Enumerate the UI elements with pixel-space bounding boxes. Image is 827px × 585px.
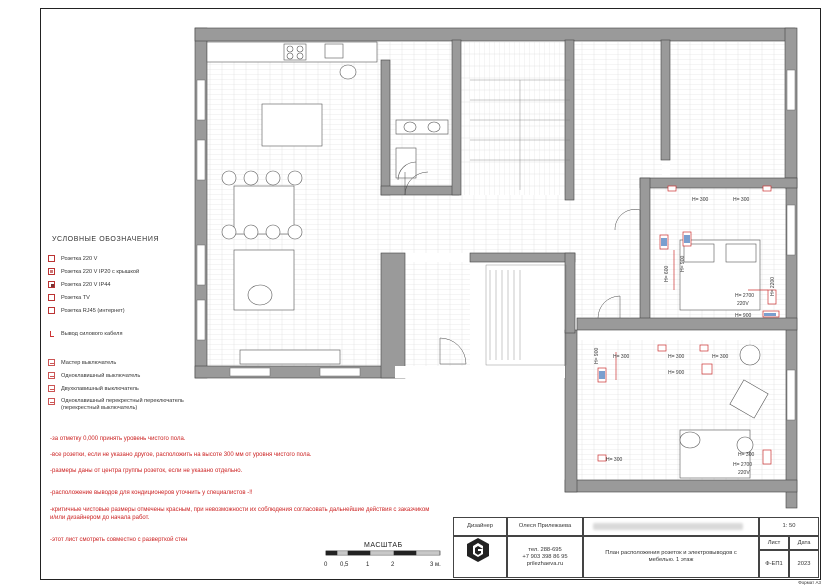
dimension-label: 220V	[737, 301, 749, 307]
cross-switch-icon	[48, 398, 55, 405]
title-block	[453, 517, 819, 578]
blurred-project-name	[593, 523, 743, 530]
dimension-label: Н= 2700	[735, 293, 755, 299]
title-block-designer-name: Олеся Прилежаева	[507, 517, 583, 536]
dimension-label: Н= 300	[733, 197, 750, 203]
note-line: -размеры даны от центра группы розеток, если не указано отдельно.	[50, 468, 243, 474]
cable-outlet-icon	[48, 330, 55, 337]
master-switch-icon	[48, 359, 55, 366]
legend-item: Розетка 220 V IP20 с крышкой	[48, 268, 139, 275]
single-switch-icon	[48, 372, 55, 379]
dimension-label: Н= 600	[664, 265, 670, 282]
dimension-label: Н= 300	[738, 452, 755, 458]
note-line: -критичные чистовые размеры отмечены красным, при невозможности их соблюдения согласовать дальнейшие действия с заказчиком и/или дизайнером до начала работ.	[50, 507, 430, 521]
note-line: -расположение выводов для кондиционеров уточнить у специалистов -!!	[50, 490, 253, 496]
dimension-label: Н= 300	[613, 354, 630, 360]
note-line: -все розетки, если не указано другое, расположить на высоте 300 мм от уровня чистого пола.	[50, 452, 312, 458]
scale-tick-label: 2	[391, 562, 395, 568]
format-label: Формат А3	[798, 580, 821, 585]
legend-item: Одноклавишный выключатель	[48, 372, 140, 379]
dimension-label: Н= 300	[606, 457, 623, 463]
socket-cover-icon	[48, 268, 55, 275]
legend-item: Розетка TV	[48, 294, 90, 301]
double-switch-icon	[48, 385, 55, 392]
dimension-label: Н= 2700	[733, 462, 753, 468]
legend-title: УСЛОВНЫЕ ОБОЗНАЧЕНИЯ	[52, 236, 160, 243]
title-block-role: Дизайнер	[453, 517, 507, 536]
socket-icon	[48, 255, 55, 262]
dimension-label: 220V	[738, 470, 750, 476]
dimension-label: Н= 900	[680, 255, 686, 272]
dimension-label: Н= 900	[594, 347, 600, 364]
socket-ip44-icon	[48, 281, 55, 288]
title-block-sheet-number: Ф-ЕП1	[759, 550, 789, 578]
dimension-label: Н= 900	[668, 370, 685, 376]
scale-tick-label: 0	[324, 562, 328, 568]
scale-tick-label: 1	[366, 562, 370, 568]
dimension-label: Н= 300	[668, 354, 685, 360]
dimension-label: Н= 2200	[770, 276, 776, 296]
title-block-scale: 1: 50	[759, 517, 819, 536]
dimension-label: Н= 300	[712, 354, 729, 360]
legend-item: Двухклавишный выключатель	[48, 385, 139, 392]
scale-title: МАСШТАБ	[364, 542, 403, 549]
tv-socket-icon	[48, 294, 55, 301]
dimension-label: Н= 300	[692, 197, 709, 203]
title-block-sheet-label: Лист	[759, 536, 789, 550]
title-block-contacts: тел. 288-695 +7 903 398 86 95 prilezhaeva.ru	[507, 536, 583, 578]
legend-item: Мастер выключатель	[48, 359, 116, 366]
title-block-sheet-title: План расположения розеток и электровыводов с мебелью. 1 этаж	[583, 536, 759, 578]
scale-tick-label: 0,5	[340, 562, 349, 568]
legend-item: Вывод силового кабеля	[48, 330, 122, 337]
legend-item: Одноклавишный перекрестный переключатель (перекрестный выключатель)	[48, 398, 188, 412]
note-line: -за отметку 0,000 принять уровень чистого пола.	[50, 436, 186, 442]
note-line: -этот лист смотреть совместно с разверткой стен	[50, 537, 188, 543]
dimension-label: Н= 900	[735, 313, 752, 319]
title-block-year: 2023	[789, 550, 819, 578]
title-block-date-label: Дата	[789, 536, 819, 550]
legend-item: Розетка 220 V IP44	[48, 281, 110, 288]
legend-item: Розетка RJ45 (интернет)	[48, 307, 125, 314]
legend-item: Розетка 220 V	[48, 255, 97, 262]
rj45-socket-icon	[48, 307, 55, 314]
designer-logo-icon	[465, 537, 491, 563]
scale-tick-label: 3 м.	[430, 562, 441, 568]
